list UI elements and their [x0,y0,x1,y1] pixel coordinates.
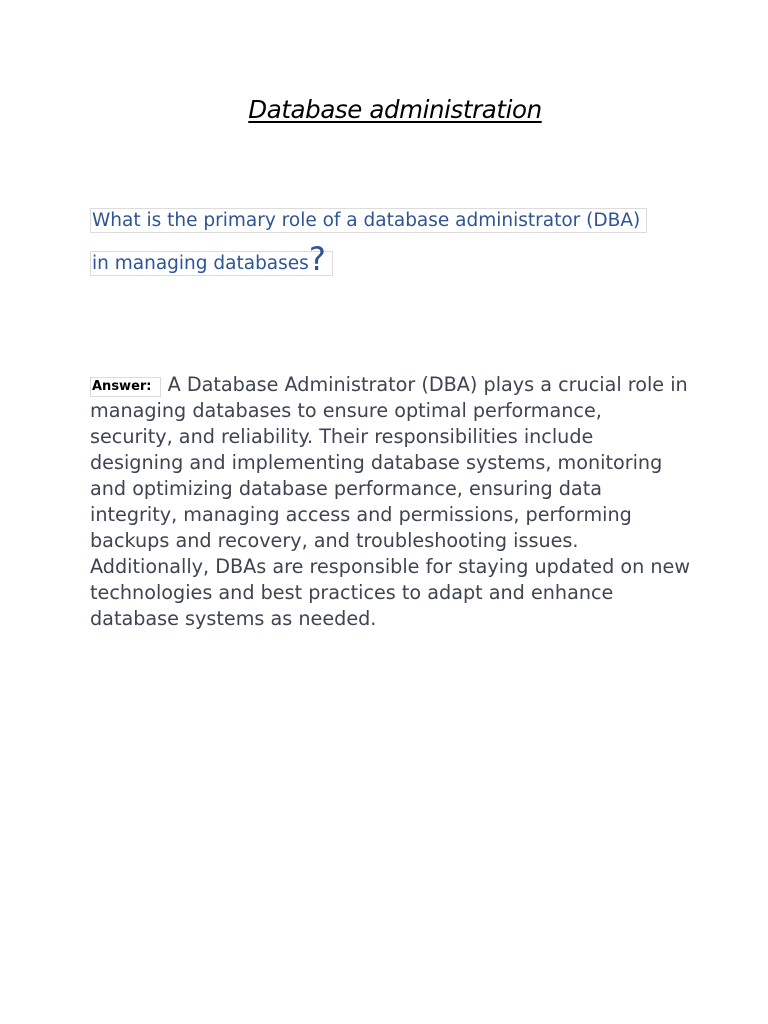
answer-block [90,372,690,632]
question-text: What is the primary role of a database administrator (DBA) in managing databases [92,210,641,274]
answer-label: Answer: [90,377,161,397]
question-block [90,199,650,285]
question-mark: ? [308,240,326,278]
question-text-frame [90,208,647,276]
answer-text: A Database Administrator (DBA) plays a crucial role in managing databases to ensure optimal performance, security, and reliability. Their responsibilities include designing and implementing database systems, monitoring and optimizing database performance, ensuring data integrity, managing access and permissions, performing backups and recovery, and troubleshooting issues. Additionally, DBAs are responsible for staying updated on new technologies and best practices to adapt and enhance database systems as needed. [90,373,691,630]
document-title: Database administration [248,95,542,124]
